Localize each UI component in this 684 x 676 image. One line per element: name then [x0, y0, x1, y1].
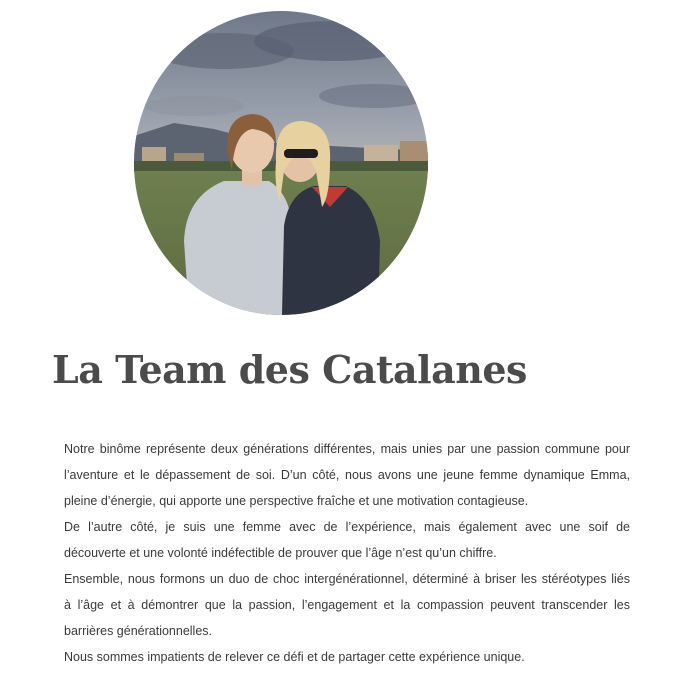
page-title: La Team des Catalanes — [52, 347, 527, 392]
paragraph-line: Notre binôme représente deux générations différentes, mais unies par une passion commune pour — [64, 442, 630, 456]
intro-paragraph — [64, 436, 630, 670]
paragraph-line: Nous sommes impatients de relever ce défi et de partager cette expérience unique. — [64, 650, 525, 664]
paragraph-line: pleine d’énergie, qui apporte une perspective fraîche et une motivation contagieuse. — [64, 494, 529, 508]
paragraph-line: De l’autre côté, je suis une femme avec de l’expérience, mais également avec une soif de — [64, 520, 630, 534]
paragraph-line: découverte et une volonté indéfectible de prouver que l’âge n’est qu’un chiffre. — [64, 546, 497, 560]
team-photo-illustration — [134, 11, 428, 315]
paragraph-line: barrières générationnelles. — [64, 624, 213, 638]
paragraph-line: Ensemble, nous formons un duo de choc intergénérationnel, déterminé à briser les stéréotypes liés — [64, 572, 630, 586]
paragraph-line: à l’âge et à démontrer que la passion, l’engagement et la compassion peuvent transcender les — [64, 598, 630, 612]
team-photo — [134, 11, 428, 315]
paragraph-line: l’aventure et le dépassement de soi. D’un côté, nous avons une jeune femme dynamique Emma, — [64, 468, 630, 482]
